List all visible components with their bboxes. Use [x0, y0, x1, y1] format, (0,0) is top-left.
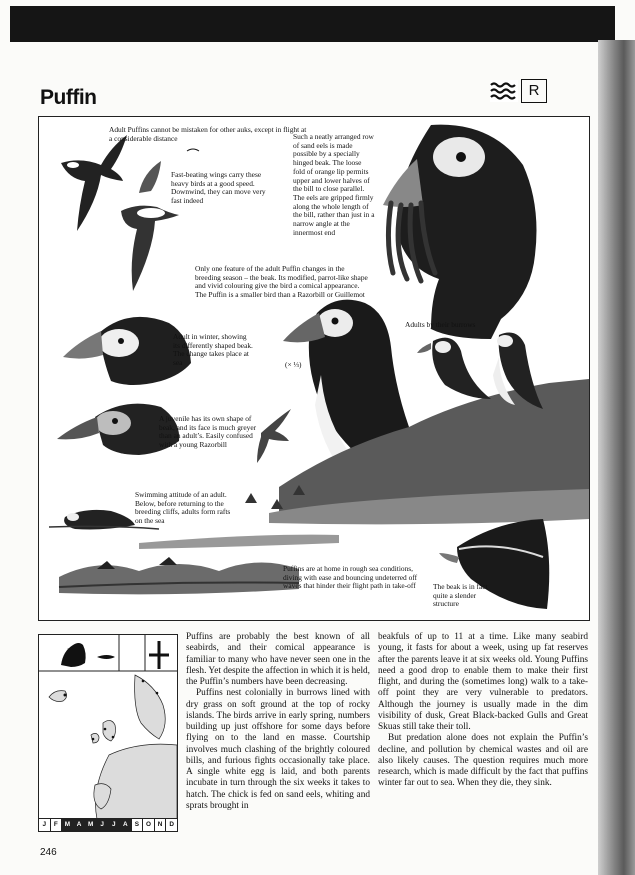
sea-waves-icon [490, 80, 518, 102]
month-mar: M [61, 819, 73, 831]
caption-slender-beak: The beak is in fact quite a slender structure [433, 582, 488, 609]
month-jul: J [107, 819, 119, 831]
paragraph: beakfuls of up to 11 at a time. Like many seabird young, it fasts for about a week, using up fat reserves after the parents leave it at six weeks old. Young Puffins need a good drop to enable them to make their first flight, and during the (sometimes long) walk to a take-off point they are very vulnerable to predators. Although the journey is usually made in the dim visibility of dusk, Great Black-backed Gulls and Great Skuas still take their toll. [378, 632, 588, 732]
month-nov: N [154, 819, 166, 831]
month-jan: J [42, 821, 47, 828]
month-jun: J [96, 819, 108, 831]
body-column-2 [378, 632, 588, 790]
month-oct: O [142, 819, 154, 831]
caption-adult-flight: Adult Puffins cannot be mistaken for other auks, except in flight at a considerable distance [109, 125, 307, 143]
winter-adult-head-illustration [63, 317, 191, 385]
page-top-band [10, 6, 615, 42]
flying-puffin-illustration [61, 135, 127, 231]
page-title: Puffin [40, 86, 97, 109]
status-badge: R [521, 79, 547, 103]
month-dec: D [165, 819, 177, 831]
caption-winter-adult: Adult in winter, showing its differently shaped beak. The change takes place at sea [173, 332, 253, 368]
puffin-flight-front-icon [149, 641, 169, 669]
caption-sand-eels: Such a neatly arranged row of sand eels is made possible by a specially hinged beak. The loose fold of orange lip permits upper and lower halves of the bill to close parallel. The eels are gripped firmly along the whole length of the bill, rather than just in a narrow angle at the innermost end [293, 132, 375, 237]
month-feb: F [50, 819, 62, 831]
caption-rough-sea: Puffins are at home in rough sea conditions, diving with ease and bouncing undeterred off waves that hinder their flight path in take-off [283, 564, 418, 591]
young-razorbill-illustration [257, 409, 291, 463]
paragraph: But predation alone does not explain the Puffin’s decline, and pollution by chemical wastes and oil are also likely causes. The question requires much more research, which is made difficult by the fact that puffins winter far out to sea. When they die, they sink. [378, 733, 588, 789]
month-sep: S [131, 819, 143, 831]
body-column-1 [186, 632, 370, 812]
illustration-plate [38, 116, 590, 621]
caption-fast-wings: Fast-beating wings carry these heavy birds at a good speed. Downwind, they can move very fast indeed [171, 170, 266, 206]
caption-burrows: Adults by their burrows [405, 320, 476, 329]
caption-swimming: Swimming attitude of an adult. Below, before returning to the breeding cliffs, adults form rafts on the sea [135, 490, 231, 526]
rough-sea-illustration [59, 557, 299, 594]
puffin-silhouette-icon [61, 643, 86, 667]
caption-breeding-beak: Only one feature of the adult Puffin changes in the breeding season – the beak. Its modified, parrot-like shape and vivid colouring give the bird a comical appearance. The Puffin is a smaller bird than a Razorbill or Guillemot [195, 264, 368, 300]
paragraph: Puffins nest colonially in burrows lined with dry grass on soft ground at the top of rocky islands. The birds arrive in early spring, numbers building up just offshore for some days before flying on to the land en masse. Courtship involves much clashing of the brightly coloured bills, and furious fights occasionally take place. A single white egg is laid, and both parents incubate in turn through the six weeks it takes to hatch. The chick is fed on sand eels, whiting and sprats brought in [186, 688, 370, 811]
month-apr: A [73, 819, 85, 831]
caption-juvenile: A juvenile has its own shape of beak, and its face is much greyer than an adult’s. Easily confused with a young Razorbill [159, 414, 257, 450]
puffin-flight-silhouette-icon [97, 655, 115, 659]
page-number: 246 [40, 847, 57, 858]
range-map-panel [38, 634, 178, 832]
burrow-puffins-illustration [417, 333, 543, 409]
puffin-head-with-sand-eels-illustration [383, 125, 537, 339]
month-may: M [84, 819, 96, 831]
month-strip [39, 818, 177, 831]
range-map [39, 635, 177, 819]
month-aug: A [119, 819, 131, 831]
page-edge-shadow [598, 40, 635, 875]
paragraph: Puffins are probably the best known of all seabirds, and their comical appearance is familiar to many who have never seen one in the flesh. Yet despite the affection in which it is held, the Puffin’s numbers have been decreasing. [186, 632, 370, 687]
caption-scale: (× ⅓) [285, 360, 302, 369]
